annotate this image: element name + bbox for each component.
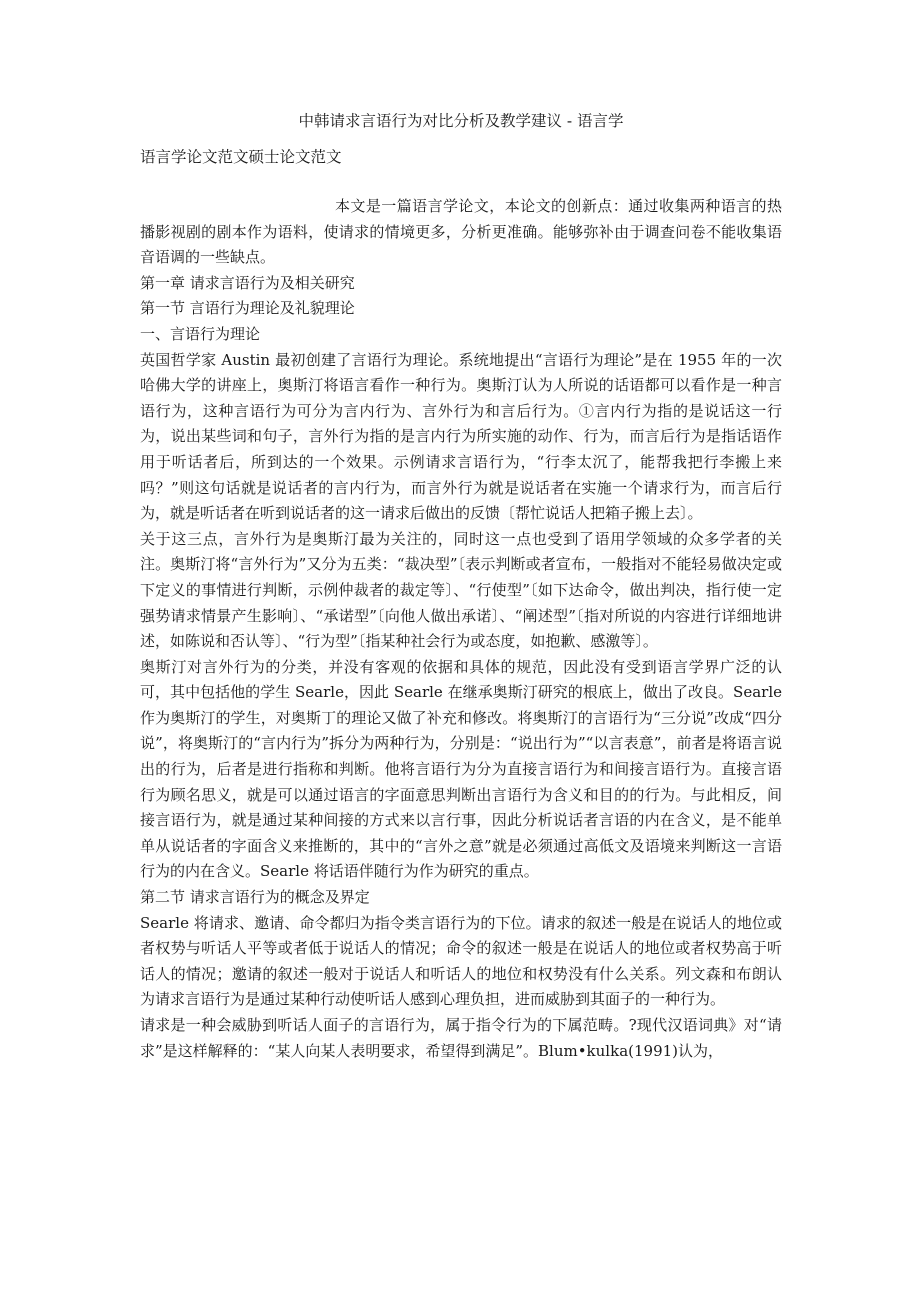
- document-subtitle: 语言学论文范文硕士论文范文: [140, 148, 342, 166]
- chapter-heading: 第一章 请求言语行为及相关研究: [140, 273, 355, 292]
- paragraph-4: Searle 将请求、邀请、命令都归为指令类言语行为的下位。请求的叙述一般是在说话人的地位或者权势与听话人平等或者低于说话人的情况；命令的叙述一般是在说话人的地位或者权势高于听话人的情况；邀请的叙述一般对于说话人和听话人的地位和权势没有什么关系。列文森和布朗认为请求言语行为是通过某种行动使听话人感到心理负担，进而威胁到其面子的一种行为。: [140, 913, 782, 1009]
- paragraph-1: 英国哲学家 Austin 最初创建了言语行为理论。系统地提出“言语行为理论”是在 1955 年的一次哈佛大学的讲座上，奥斯汀将语言看作一种行为。奥斯汀认为人所说的话语都可以看作是一种言语行为，这种言语行为可分为言内行为、言外行为和言后行为。①言内行为指的是说话这一行为，说出某些词和句子，言外行为指的是言内行为所实施的动作、行为，而言后行为是指话语作用于听话者后，所到达的一个效果。示例请求言语行为，“行李太沉了，能帮我把行李搬上来吗？”则这句话就是说话者的言内行为，而言外行为就是说话者在实施一个请求行为，而言后行为，就是听话者在听到说话者的这一请求后做出的反馈〔帮忙说话人把箱子搬上去〕。: [140, 350, 782, 523]
- subsection-heading-1: 一、言语行为理论: [140, 324, 261, 343]
- section-heading-1: 第一节 言语行为理论及礼貌理论: [140, 299, 355, 318]
- document-body: [140, 108, 782, 1064]
- paragraph-5: 请求是一种会威胁到听话人面子的言语行为，属于指令行为的下属范畴。?现代汉语词典》对“请求”是这样解释的：“某人向某人表明要求，希望得到满足”。Blum•kulka(1991)认为，: [140, 1016, 782, 1060]
- paragraph-3: 奥斯汀对言外行为的分类，并没有客观的依据和具体的规范，因此没有受到语言学界广泛的认可，其中包括他的学生 Searle，因此 Searle 在继承奥斯汀研究的根底上，做出了改良。Searle 作为奥斯汀的学生，对奥斯丁的理论又做了补充和修改。将奥斯汀的言语行为“三分说”改成“四分说”，将奥斯汀的“言内行为”拆分为两种行为，分别是：“说出行为”“以言表意”，前者是将语言说出的行为，后者是进行指称和判断。他将言语行为分为直接言语行为和间接言语行为。直接言语行为顾名思义，就是可以通过语言的字面意思判断出言语行为含义和目的的行为。与此相反，间接言语行为，就是通过某种间接的方式来以言行事，因此分析说话者言语的内在含义，是不能单单从说话者的字面含义来推断的，其中的“言外之意”就是必须通过高低文及语境来判断这一言语行为的内在含义。Searle 将话语伴随行为作为研究的重点。: [140, 657, 782, 881]
- paragraph-2: 关于这三点，言外行为是奥斯汀最为关注的，同时这一点也受到了语用学领域的众多学者的关注。奥斯汀将“言外行为”又分为五类：“裁决型”〔表示判断或者宣布，一般指对不能轻易做决定或下定义的事情进行判断，示例仲裁者的裁定等〕、“行使型”〔如下达命令，做出判决，指行使一定强势请求情景产生影响〕、“承诺型”〔向他人做出承诺〕、“阐述型”〔指对所说的内容进行详细地讲述，如陈说和否认等〕、“行为型”〔指某种社会行为或态度，如抱歉、感激等〕。: [140, 529, 782, 651]
- document-title: 中韩请求言语行为对比分析及教学建议 - 语言学: [298, 112, 624, 130]
- section-heading-2: 第二节 请求言语行为的概念及界定: [140, 888, 370, 907]
- intro-paragraph: 本文是一篇语言学论文，本论文的创新点：通过收集两种语言的热播影视剧的剧本作为语料，使请求的情境更多，分析更准确。能够弥补由于调查问卷不能收集语音语调的一些缺点。: [140, 197, 782, 267]
